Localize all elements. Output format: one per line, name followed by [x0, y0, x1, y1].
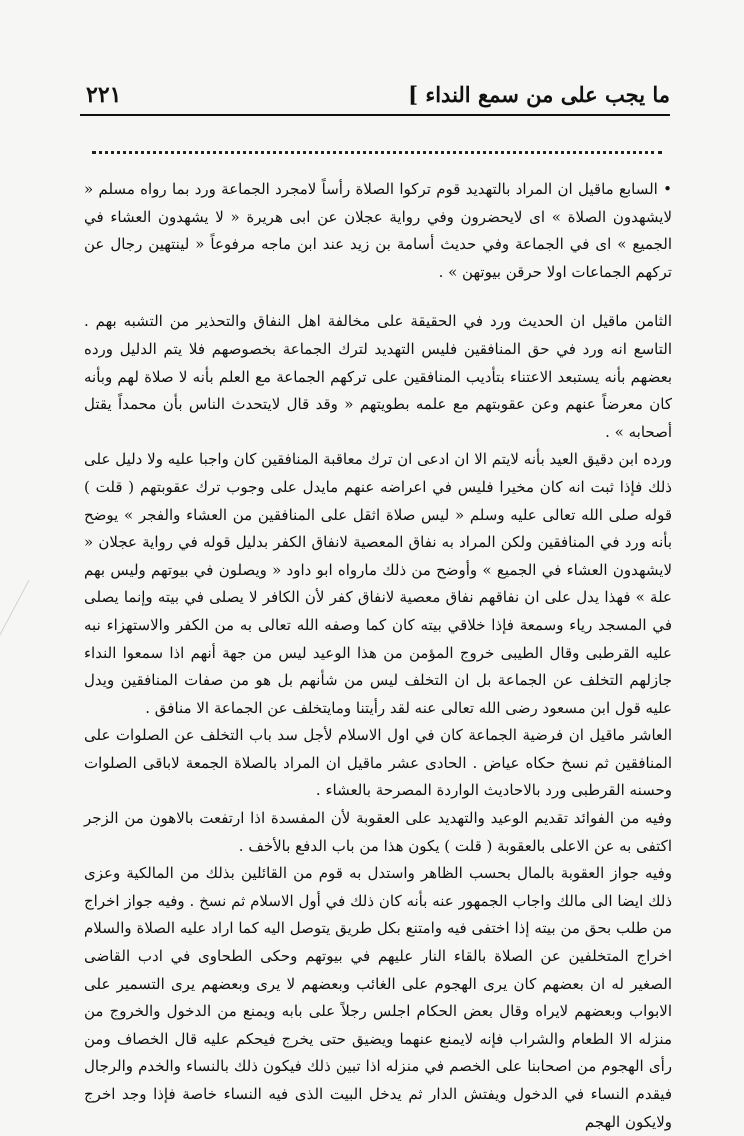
page-number: ٢٢١ [86, 82, 122, 108]
paragraph-punishment: وفيه جواز العقوبة بالمال بحسب الظاهر واستدل به قوم من القائلين بذلك من المالكية وعزى ذلك ايضا الى مالك واجاب الجمهور عنه بأنه كان ذلك في أول الاسلام ثم نسخ . وفيه جواز اخراج من طلب بحق من بيته إذا اختفى فيه وامتنع بكل طريق يتوصل اليه كما اراد عليه الصلاة والسلام اخراج المتخلفين عن الصلاة بالقاء النار عليهم في بيوتهم وحكى الطحاوى في ادب القاضى الصغير له ان بعضهم كان يرى الهجوم على الغائب وبعضهم لا يرى وبعضهم يرى التسمير على الابواب وبعضهم لايراه وقال بعض الحكام اجلس رجلاً على بابه ويمنع من الدخول والخروج من منزله الا الطعام والشراب فإنه لايمنع عنهما ويضيق حتى يخرج فيحكم عليه قال الخصاف ومن رأى الهجوم من اصحابنا على الخصم في منزله اذا تبين ذلك فيكون ذلك بالنساء والخدم والرجال فيقدم النساء في الدخول ويفتش الدار ثم يدخل البيت الذى فيه النساء خاصة فإذا وجد اخرج ولايكون الهجم [84, 864, 672, 1131]
margin-pencil-mark [0, 580, 70, 650]
paragraph-ibn-daqiq: ورده ابن دقيق العيد بأنه لايتم الا ان ادعى ان ترك معاقبة المنافقين كان واجبا عليه ولا دليل على ذلك فإذا ثبت انه كان مخيرا فليس في اعراضه عنهم مايدل على وجوب ترك عقوبتهم ( قلت ) قوله صلى الله تعالى عليه وسلم « ليس صلاة اثقل على المنافقين من العشاء والفجر » يوضح بأنه ورد في المنافقين ولكن المراد به نفاق المعصية لانفاق الكفر بدليل قوله في رواية عجلان « لايشهدون العشاء في الجميع » وأوضح من ذلك مارواه ابو داود « ويصلون في بيوتهم وليس بهم علة » فهذا يدل على ان نفاقهم نفاق معصية لانفاق كفر لأن الكافر لا يصلى في بيته وإنما يصلى في المسجد رياء وسمعة فإذا خلاقي بيته كان كما وصفه الله تعالى به من الكفر والاستهزاء نبه عليه القرطبى وقال الطيبى خروج المؤمن من هذا الوعيد ليس من جهة أنهم اذا سمعوا النداء جازلهم التخلف عن الجماعة بل ان التخلف ليس من شأنهم بل هو من صفات المنافقين ويدل عليه قول ابن مسعود رضى الله تعالى عنه لقد رأيتنا ومايتخلف عن الجماعة الا منافق . [84, 450, 672, 717]
paragraph-seventh: • السابع ماقيل ان المراد بالتهديد قوم تركوا الصلاة رأساً لامجرد الجماعة ورد بما رواه مسلم « لايشهدون الصلاة » اى لايحضرون وفي رواية عجلان عن ابى هريرة « لا يشهدون العشاء في الجميع » اى في الجماعة وفي حديث أسامة بن زيد عند ابن ماجه مرفوعاً « لينتهين رجال عن تركهم الجماعات اولا حرقن بيوتهن » . [84, 180, 672, 281]
chapter-title: ما يجب على من سمع النداء ] [408, 82, 670, 107]
paragraph-eighth-ninth: الثامن ماقيل ان الحديث ورد في الحقيقة على مخالفة اهل النفاق والتحذير من التشبه بهم . التاسع انه ورد في حق المنافقين فليس التهديد لترك الجماعة بخصوصهم فلا يتم الدليل ورده بعضهم بأنه يستبعد الاعتناء بتأديب المنافقين على تركهم الجماعة مع العلم بأنه لا صلاة لهم وبأنه كان معرضاً عنهم وعن عقوبتهم مع علمه بطويتهم « وقد قال لايتحدث الناس بأن محمداً يقتل أصحابه » . [84, 312, 672, 441]
paragraph-tenth: العاشر ماقيل ان فرضية الجماعة كان في اول الاسلام لأجل سد باب التخلف عن الصلوات على المنافقين ثم نسخ حكاه عياض . الحادى عشر ماقيل ان المراد بالصلاة الجمعة لاباقى الصلوات وحسنه القرطبى ورد بالاحاديث الواردة المصرحة بالعشاء . [84, 726, 672, 800]
paragraph-benefits: وفيه من الفوائد تقديم الوعيد والتهديد على العقوبة لأن المفسدة اذا ارتفعت بالاهون من الزجر اكتفى به عن الاعلى بالعقوبة ( قلت ) يكون هذا من باب الدفع بالأخف . [84, 809, 672, 855]
body-text [84, 176, 672, 1136]
dotted-separator [92, 151, 662, 154]
running-header [80, 78, 670, 116]
